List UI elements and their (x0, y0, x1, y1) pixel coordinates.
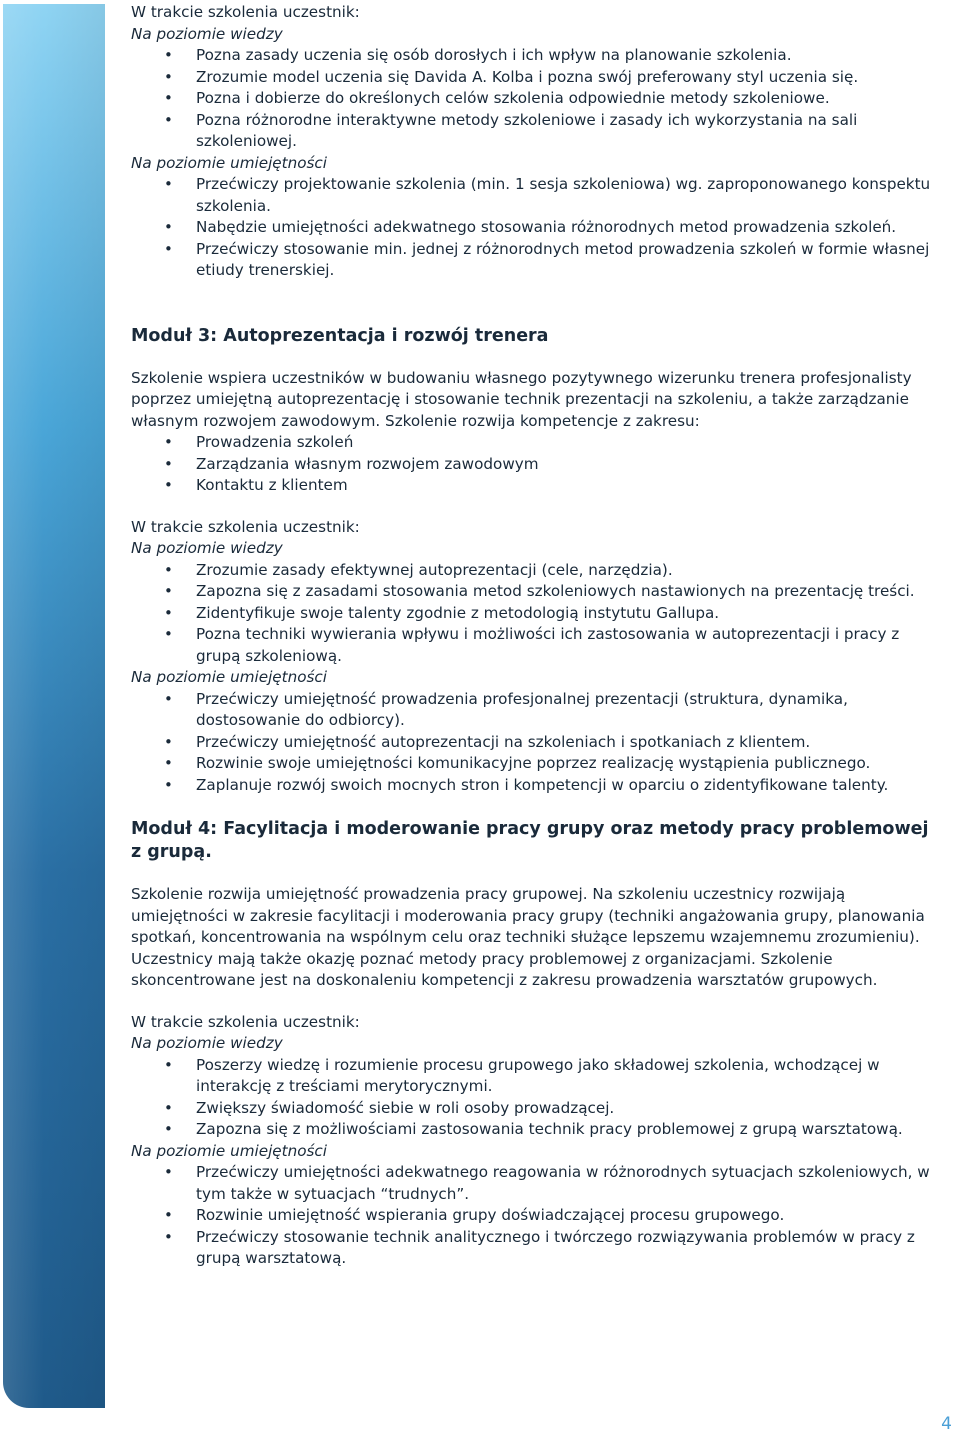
module4-skills-label: Na poziomie umiejętności (131, 1141, 327, 1160)
module3-description: Szkolenie wspiera uczestników w budowaniu własnego pozytywnego wizerunku trenera profesjonalisty poprzez umiejętną autoprezentację i stosowanie technik prezentacji na szkoleniu, a także zarządzanie własnym rozwojem zawodowym. Szkolenie rozwija kompetencje z zakresu: (131, 368, 912, 430)
list-item: • Przećwiczy projektowanie szkolenia (min. 1 sesja szkoleniowa) wg. zaproponowanego konspektu szkolenia. (196, 174, 943, 217)
module3-competencies-list (131, 432, 943, 497)
module3-intro: W trakcie szkolenia uczestnik: (131, 517, 360, 536)
list-item: • Zrozumie model uczenia się Davida A. Kolba i pozna swój preferowany styl uczenia się. (196, 67, 943, 89)
list-item: • Rozwinie umiejętność wspierania grupy doświadczającej procesu grupowego. (196, 1205, 943, 1227)
section1-intro: W trakcie szkolenia uczestnik: (131, 3, 360, 21)
module4-description: Szkolenie rozwija umiejętność prowadzenia pracy grupowej. Na szkoleniu uczestnicy rozwijają umiejętności w zakresie facylitacji i moderowania pracy grupy (techniki angażowania grupy, planowania spotkań, koncentrowania na wspólnym celu oraz techniki służące lepszemu wzajemnemu zrozumieniu). Uczestnicy mają także okazję poznać metody pracy problemowej z organizacjami. Szkolenie skoncentrowane jest na doskonaleniu kompetencji z zakresu prowadzenia warsztatów grupowych. (131, 885, 925, 989)
module4-skills-list (131, 1162, 943, 1270)
module4 (131, 818, 943, 1270)
list-item: • Zapozna się z zasadami stosowania metod szkoleniowych nastawionych na prezentację treści. (196, 581, 943, 603)
list-item: • Przećwiczy umiejętność prowadzenia profesjonalnej prezentacji (struktura, dynamika, dostosowanie do odbiorcy). (196, 689, 943, 732)
module4-knowledge-list (131, 1055, 943, 1141)
decorative-sidebar (3, 4, 105, 1408)
module3-knowledge-list (131, 560, 943, 668)
list-item: • Pozna różnorodne interaktywne metody szkoleniowe i zasady ich wykorzystania na sali szkoleniowej. (196, 110, 943, 153)
module3-title: Moduł 3: Autoprezentacja i rozwój trenera (131, 325, 549, 346)
list-item: • Nabędzie umiejętności adekwatnego stosowania różnorodnych metod prowadzenia szkoleń. (196, 217, 943, 239)
list-item: • Pozna techniki wywierania wpływu i możliwości ich zastosowania w autoprezentacji i pracy z grupą szkoleniową. (196, 624, 943, 667)
list-item: • Rozwinie swoje umiejętności komunikacyjne poprzez realizację wystąpienia publicznego. (196, 753, 943, 775)
document-body (131, 2, 943, 1270)
list-item: • Przećwiczy stosowanie technik analitycznego i twórczego rozwiązywania problemów w pracy z grupą warsztatową. (196, 1227, 943, 1270)
list-item: • Zwiększy świadomość siebie w roli osoby prowadzącej. (196, 1098, 943, 1120)
list-item: • Zapozna się z możliwościami zastosowania technik pracy problemowej z grupą warsztatową. (196, 1119, 943, 1141)
list-item: • Poszerzy wiedzę i rozumienie procesu grupowego jako składowej szkolenia, wchodzącej w interakcję z treściami merytorycznymi. (196, 1055, 943, 1098)
module3 (131, 325, 943, 797)
list-item: • Zaplanuje rozwój swoich mocnych stron i kompetencji w oparciu o zidentyfikowane talenty. (196, 775, 943, 797)
module3-skills-label: Na poziomie umiejętności (131, 668, 327, 686)
list-item: • Prowadzenia szkoleń (196, 432, 943, 454)
module4-title: Moduł 4: Facylitacja i moderowanie pracy grupy oraz metody pracy problemowej z grupą. (131, 819, 929, 862)
section1 (131, 2, 943, 282)
page-number: 4 (941, 1414, 952, 1434)
list-item: • Kontaktu z klientem (196, 475, 943, 497)
list-item: • Pozna i dobierze do określonych celów szkolenia odpowiednie metody szkoleniowe. (196, 88, 943, 110)
list-item: • Przećwiczy stosowanie min. jednej z różnorodnych metod prowadzenia szkoleń w formie własnej etiudy trenerskiej. (196, 239, 943, 282)
module4-knowledge-label: Na poziomie wiedzy (131, 1034, 283, 1052)
list-item: • Pozna zasady uczenia się osób dorosłych i ich wpływ na planowanie szkolenia. (196, 45, 943, 67)
list-item: • Przećwiczy umiejętności adekwatnego reagowania w różnorodnych sytuacjach szkoleniowych, w tym także w sytuacjach “trudnych”. (196, 1162, 943, 1205)
list-item: • Zrozumie zasady efektywnej autoprezentacji (cele, narzędzia). (196, 560, 943, 582)
list-item: • Przećwiczy umiejętność autoprezentacji na szkoleniach i spotkaniach z klientem. (196, 732, 943, 754)
list-item: • Zarządzania własnym rozwojem zawodowym (196, 454, 943, 476)
module3-knowledge-label: Na poziomie wiedzy (131, 539, 283, 557)
module4-intro: W trakcie szkolenia uczestnik: (131, 1012, 360, 1031)
list-item: • Zidentyfikuje swoje talenty zgodnie z metodologią instytutu Gallupa. (196, 603, 943, 625)
section1-skills-list (131, 174, 943, 282)
section1-skills-label: Na poziomie umiejętności (131, 153, 327, 172)
section1-knowledge-label: Na poziomie wiedzy (131, 24, 283, 43)
module3-skills-list (131, 689, 943, 797)
section1-knowledge-list (131, 45, 943, 153)
